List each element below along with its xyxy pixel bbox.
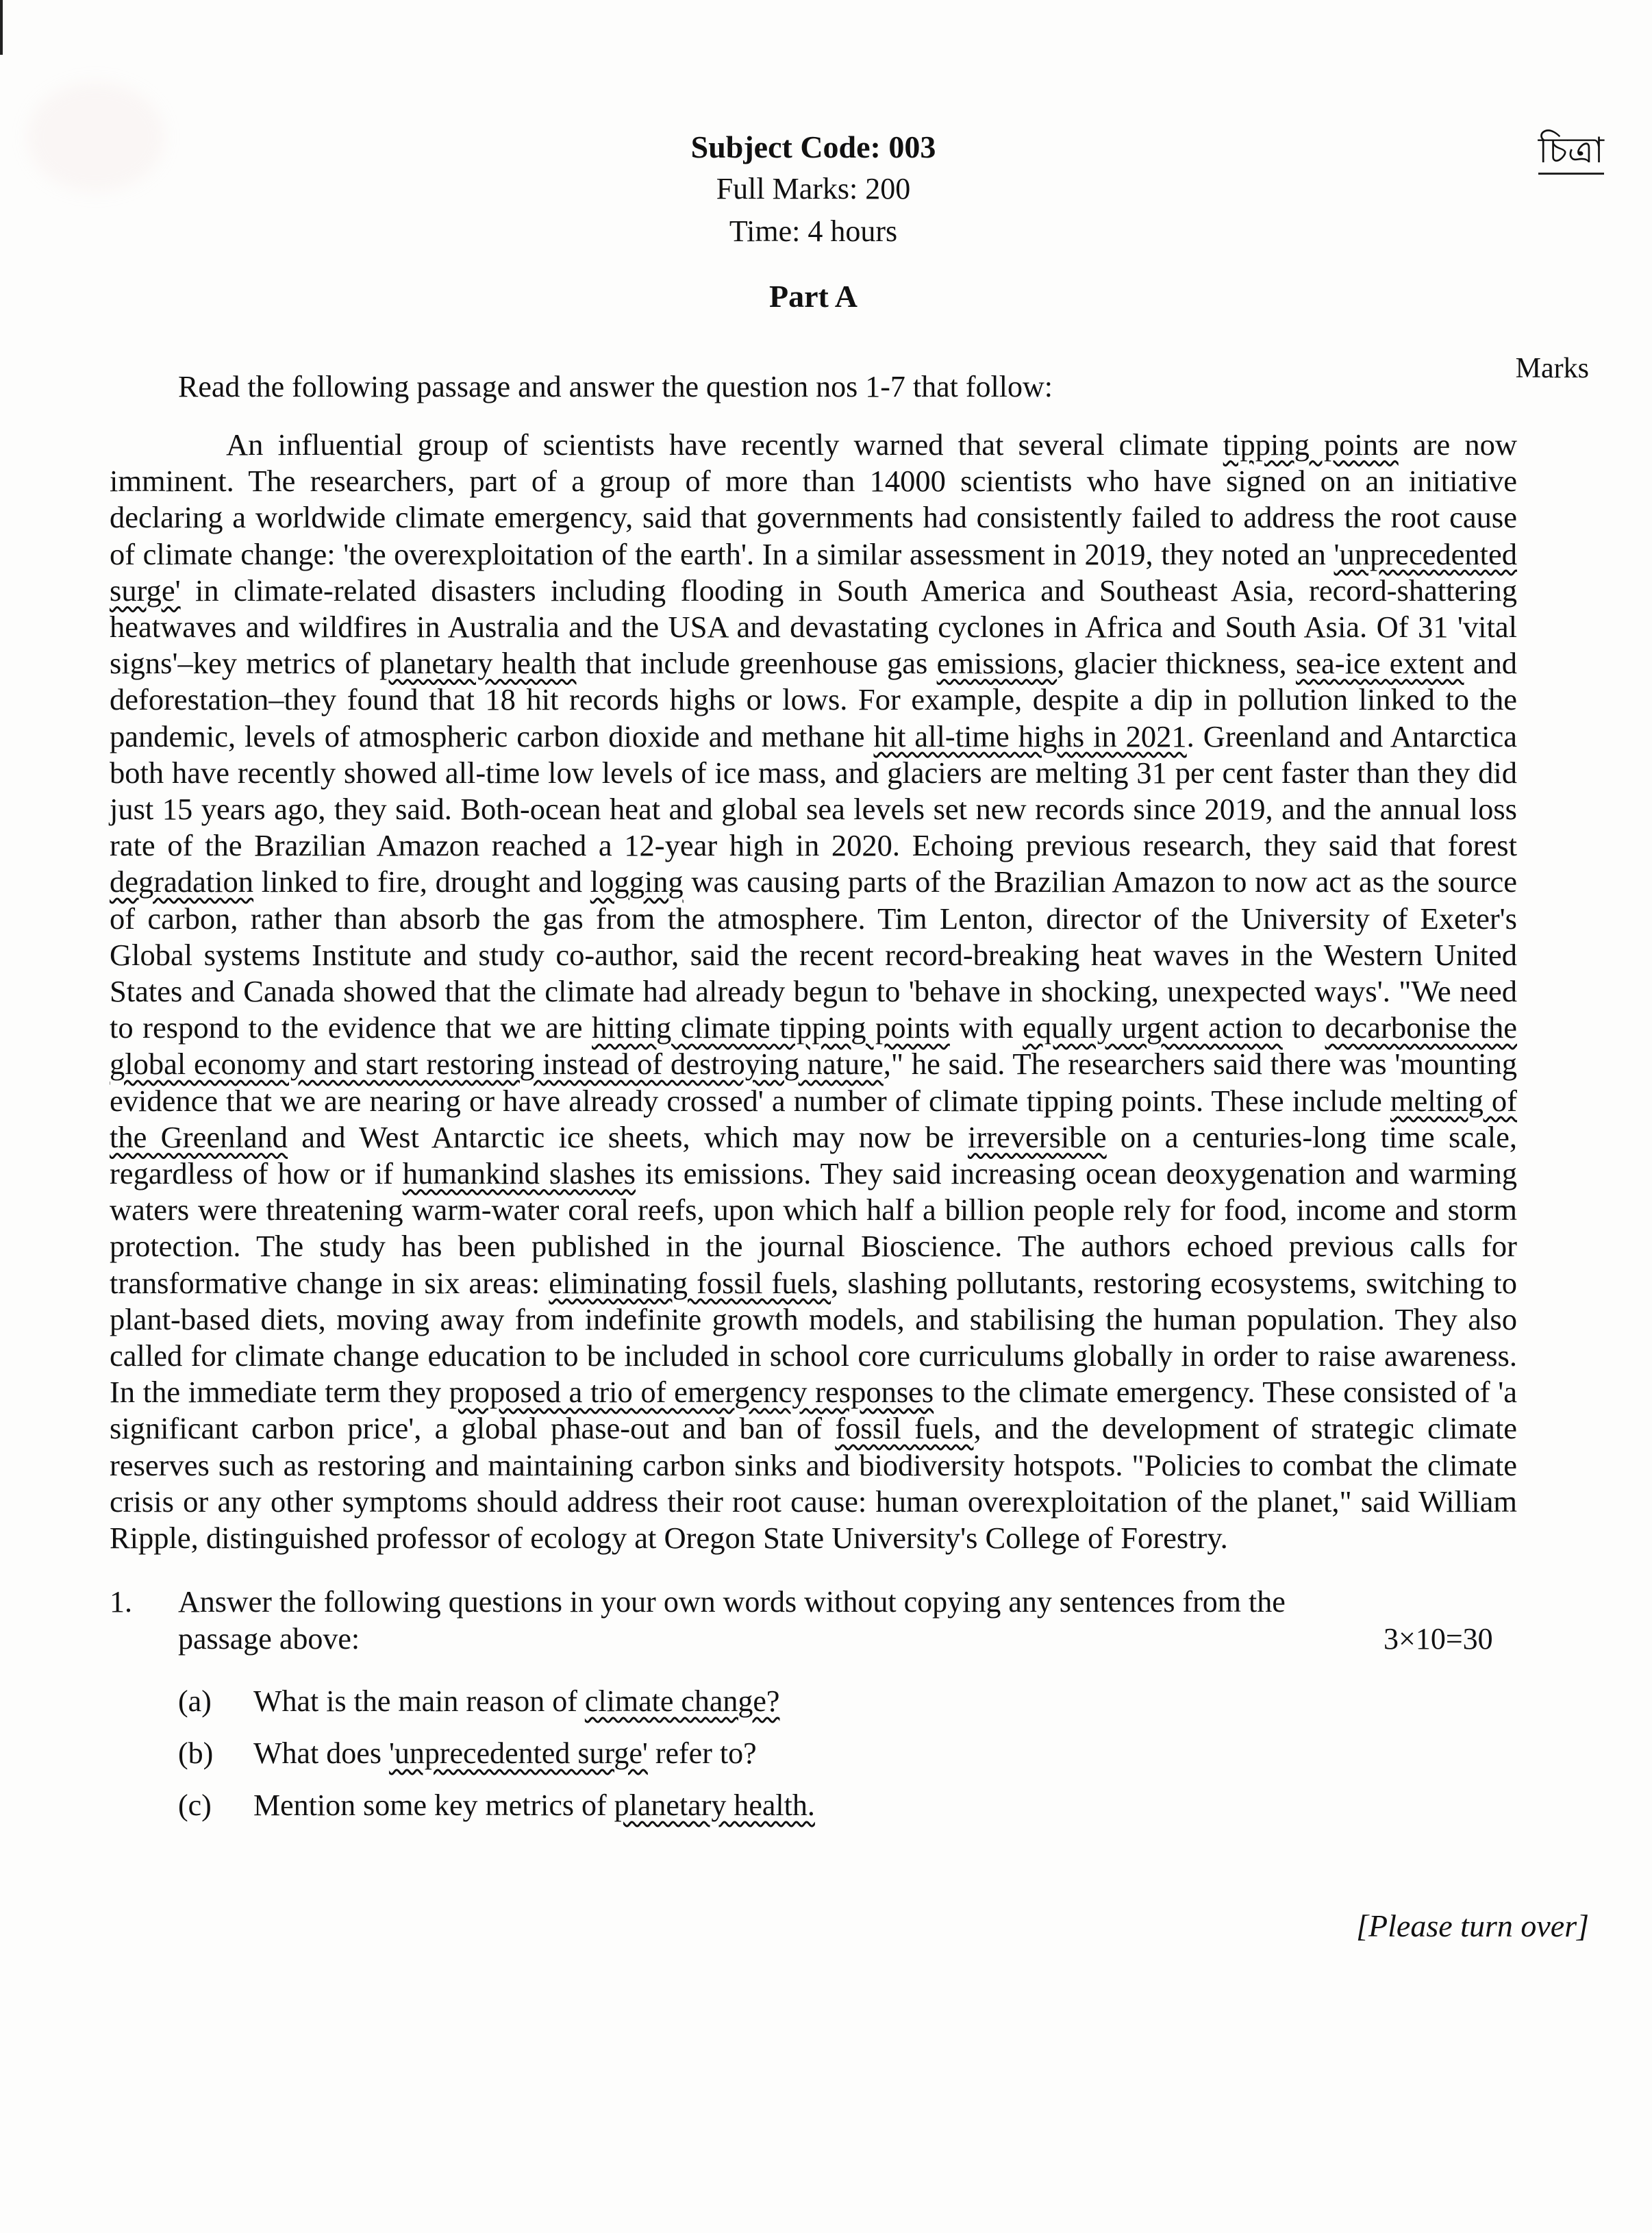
passage-text: to the climate emergency. These consisted of 'a significant carbon price', a global phase-out and ban of [110,1375,1517,1446]
underlined-phrase: 'unprecedented surge' [110,536,1517,608]
passage-text: and West Antarctic ice sheets, which may now be [287,1119,968,1154]
passage-text: . Greenland and Antarctica both have recently showed all-time low levels of ice mass, and glaciers are melting 31 per cent faster than they did just 15 years ago, they said. Both-ocean heat and global sea levels set new records since 2019, and the annual loss rate of the Brazilian Amazon reached a 12-year high in 2020. Echoing previous research, they said that forest [110,719,1518,863]
sub-question-text [253,1675,779,1727]
please-turn-over: [Please turn over] [1356,1908,1589,1944]
passage-text: , glacier thickness, [1057,646,1296,681]
sub-question-label: (c) [178,1788,212,1823]
underlined-phrase: irreversible [968,1119,1107,1154]
subject-code: Subject Code: 003 [690,129,936,164]
passage-text: and deforestation–they found that 18 hit records highs or lows. For example, despite a dip in pollution linked to the pandemic, levels of atmospheric carbon dioxide and methane [110,646,1518,753]
underlined-phrase: melting of the Greenland [110,1083,1518,1154]
passage-text: on a centuries-long time scale, regardless of how or if [110,1119,1518,1191]
sub-question-c [178,1780,1603,1832]
underlined-phrase: logging [590,864,684,899]
sub-question-fragment: What is the main reason of [253,1684,585,1719]
part-title: Part A [768,279,858,314]
sub-question-text [253,1727,757,1780]
underlined-phrase: 'unprecedented surge' [388,1736,648,1771]
passage-text: are now imminent. The researchers, part of a group of more than 14000 scientists who have signed on an initiative declaring a worldwide climate emergency, said that governments had consistently failed to address the root cause of climate change: 'the overexploitation of the earth'. In a similar assessment in 2019, they noted an [110,427,1517,571]
underlined-phrase: fossil fuels [835,1411,974,1446]
passage-text: was causing parts of the Brazilian Amazon to now act as the source of carbon, rather than absorb the gas from the atmosphere. Tim Lenton, director of the University of Exeter's Global systems Institute and study co-author, said the recent record-breaking heat waves in the Western United States and Canada showed that the climate had already begun to 'behave in shocking, unexpected ways'. "We need to respond to the evidence that we are [110,864,1518,1045]
passage-text: , and the development of strategic climate reserves such as restoring and maintaining carbon sinks and biodiversity hotspots. "Policies to combat the climate crisis or any other symptoms should address their root cause: human overexploitation of the planet," said William Ripple, distinguished professor of ecology at Oregon State University's College of Forestry. [110,1411,1518,1556]
sub-question-text-span [253,1736,757,1770]
underlined-phrase: tipping points [1223,427,1399,462]
underlined-phrase: planetary health. [614,1788,815,1823]
passage-text: linked to fire, drought and [253,864,590,899]
sub-question-fragment: What does [253,1736,389,1771]
script-label: চিত্রা [1538,130,1604,175]
passage-text: , slashing pollutants, restoring ecosystems, switching to plant-based diets, moving away from indefinite growth models, and stabilising the human population. They also called for climate change education to be included in school core curriculums globally in order to raise awareness. In the immediate term they [110,1265,1517,1410]
underlined-phrase: planetary health [379,646,577,681]
underlined-phrase: climate change? [584,1684,780,1719]
question-text: Answer the following questions in your own words without copying any sentences from the passage above: [178,1585,1286,1656]
instruction-row [110,351,1603,406]
reading-passage [110,427,1517,1556]
marks-column-heading: Marks [1515,353,1589,384]
sub-question-b [178,1727,1603,1780]
question-row [110,1584,1603,1658]
sub-question-fragment: Mention some key metrics of [253,1788,614,1823]
passage-text: in climate-related disasters including flooding in South America and Southeast Asia, record-shattering heatwaves and wildfires in Australia and the USA and devastating cyclones in Africa and South Asia. Of 31 'vital signs'–key metrics of [110,573,1517,681]
passage-text: with [949,1010,1023,1045]
exam-header [110,127,1517,317]
passage-text: its emissions. They said increasing ocean deoxygenation and warming waters were threatening warm-water coral reefs, upon which half a billion people rely for food, income and storm protection. The study has been published in the journal Bioscience. The authors echoed previous calls for transformative change in six areas: [110,1156,1517,1300]
sub-question-a [178,1675,1603,1727]
sub-question-text-span [253,1788,815,1822]
sub-question-label: (a) [178,1684,212,1719]
underlined-phrase: decarbonise the global economy and start restoring instead of destroying nature [110,1010,1517,1082]
full-marks: Full Marks: 200 [716,172,911,205]
sub-question-label: (b) [178,1736,214,1771]
underlined-phrase: emissions [936,646,1057,681]
passage-instruction: Read the following passage and answer the question nos 1-7 that follow: [178,370,1053,403]
underlined-phrase: humankind slashes [402,1156,636,1191]
sub-question-list [178,1675,1603,1832]
passage-text: An influential group of scientists have recently warned that several climate [226,427,1223,462]
question-number: 1. [110,1585,132,1619]
page-column [110,0,1603,1986]
question-marks: 3×10=30 [1384,1622,1493,1656]
sub-question-fragment: refer to? [647,1736,757,1771]
underlined-phrase: proposed a trio of emergency responses [449,1375,934,1410]
underlined-phrase: hitting climate tipping points [592,1010,950,1045]
sub-question-text [253,1780,815,1832]
passage-text: ," he said. The researchers said there was 'mounting evidence that we are nearing or have already crossed' a number of climate tipping points. These include [110,1047,1517,1118]
exam-time: Time: 4 hours [729,214,898,248]
underlined-phrase: hit all-time highs in 2021 [873,719,1187,753]
underlined-phrase: eliminating fossil fuels [549,1265,831,1300]
page-edge-mark [0,0,3,55]
underlined-phrase: degradation [110,864,254,899]
question-1 [110,1584,1603,1832]
turn-over-row [110,1907,1603,1986]
passage-text: that include greenhouse gas [576,646,937,681]
underlined-phrase: equally urgent action [1023,1010,1283,1045]
passage-text: to [1282,1010,1325,1045]
underlined-phrase: sea-ice extent [1295,646,1464,681]
sub-question-text-span [253,1684,779,1718]
